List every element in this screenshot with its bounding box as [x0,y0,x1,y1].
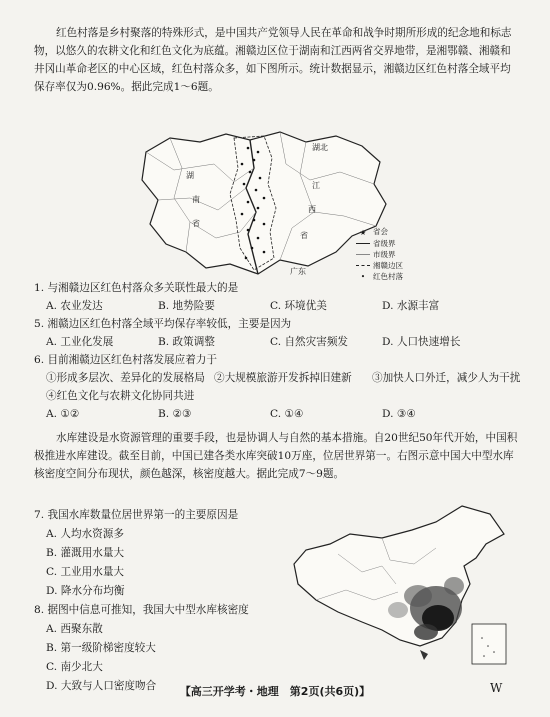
q8-option-a[interactable]: A. 西聚东散 [46,623,103,635]
legend-province-border: 省级界 [373,238,396,248]
q5-option-d[interactable]: D. 人口快速增长 [382,336,461,348]
q1-option-c[interactable]: C. 环境优美 [270,300,327,312]
question-5-stem: 5. 湘赣边区红色村落全域平均保存率较低，主要是因为 [34,318,292,330]
map-label: 省 [192,219,200,228]
q6-option-b[interactable]: B. ②③ [158,408,192,420]
q7-option-b[interactable]: B. 灌溉用水量大 [46,547,125,559]
intro-paragraph-1: 红色村落是乡村聚落的特殊形式，是中国共产党领导人民在革命和战争时期所形成的纪念地和标志物，以悠久的农耕文化和红色文化为底蕴。湘赣边区位于湖南和江西两省交界地带，是湘鄂赣、湘赣和井冈山革命老区的中心区域，红色村落众多，如下图所示。统计数据显示，湘赣边区红色村落全域平均保存率仅为0.96%。据此完成1～6题。 [34,27,512,93]
q5-option-b[interactable]: B. 政策调整 [158,336,215,348]
q1-option-d[interactable]: D. 水源丰富 [382,300,440,312]
q7-option-c[interactable]: C. 工业用水量大 [46,566,125,578]
map-label: 湖 [186,171,194,180]
q5-option-a[interactable]: A. 工业化发展 [46,336,114,348]
legend-border-region: 湘赣边区 [373,260,403,270]
map-label: 西 [308,205,316,214]
map-label: 广东 [290,267,306,276]
legend-city-border: 市级界 [373,249,396,259]
map-label: 湖北 [312,143,328,152]
legend-red-village: 红色村落 [373,271,403,281]
q8-option-d[interactable]: D. 大致与人口密度吻合 [46,680,157,692]
q6-item-1: ①形成多层次、差异化的发展格局 [46,372,205,384]
map-label: 省 [300,231,308,240]
q6-item-4: ④红色文化与农耕文化协同共进 [46,390,195,402]
question-8-stem: 8. 据图中信息可推知，我国大中型水库核密度 [34,604,249,616]
map-label: 江 [312,181,320,190]
question-1-stem: 1. 与湘赣边区红色村落众多关联性最大的是 [34,282,239,294]
intro-paragraph-2: 水库建设是水资源管理的重要手段，也是协调人与自然的基本措施。自20世纪50年代开始，中国积极推进水库建设。截至目前，中国已建各类水库突破10万座，位居世界第一。右图示意中国大中型水库核密度空间分布现状，颜色越深，核密度越大。据此完成7～9题。 [34,432,518,480]
legend-capital: 省会 [373,227,388,236]
q8-option-c[interactable]: C. 南少北大 [46,661,103,673]
map-legend: ★ 省会 省级界 市级界 湘赣边区 • 红色村落 [356,226,403,282]
q6-option-d[interactable]: D. ③④ [382,408,416,420]
q6-item-3: ③加快人口外迁，减少人为干扰 [372,372,521,384]
q6-option-c[interactable]: C. ①④ [270,408,304,420]
q5-option-c[interactable]: C. 自然灾害频发 [270,336,349,348]
q6-option-a[interactable]: A. ①② [46,408,80,420]
q7-option-d[interactable]: D. 降水分布均衡 [46,585,125,597]
q8-option-b[interactable]: B. 第一级阶梯密度较大 [46,642,156,654]
china-reservoir-density-map [286,500,514,668]
corner-mark: W [490,681,503,695]
map-label: 南 [192,195,200,204]
q7-option-a[interactable]: A. 人均水资源多 [46,528,124,540]
q6-item-2: ②大规模旅游开发拆掉旧建新 [214,372,352,384]
question-7-stem: 7. 我国水库数量位居世界第一的主要原因是 [34,509,239,521]
q1-option-a[interactable]: A. 农业发达 [46,300,103,312]
q1-option-b[interactable]: B. 地势险要 [158,300,215,312]
page-footer: 【高三开学考・地理 第2页(共6页)】 [179,685,371,698]
question-6-stem: 6. 目前湘赣边区红色村落发展应着力于 [34,354,217,366]
